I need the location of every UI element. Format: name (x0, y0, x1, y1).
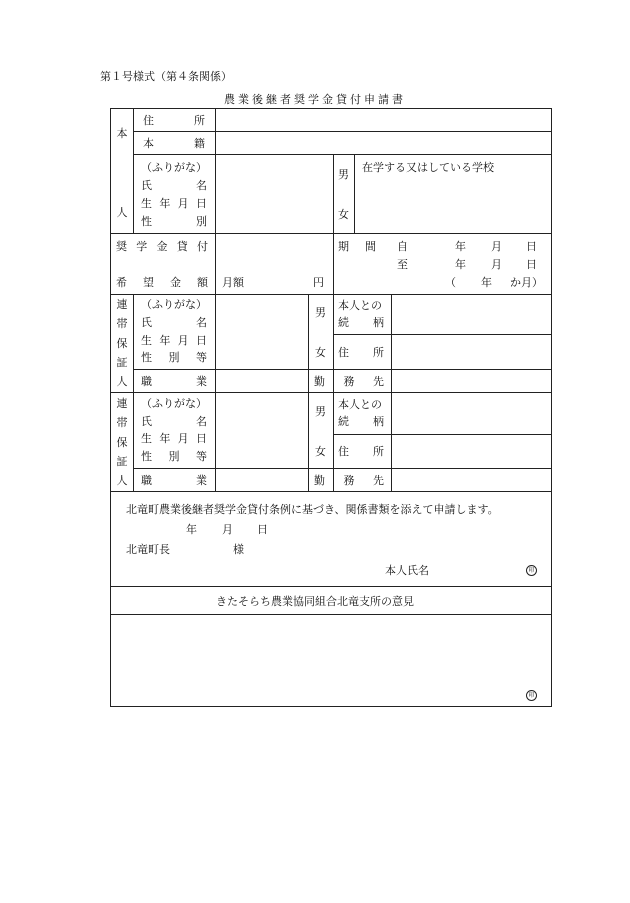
applicant-label-divider (215, 108, 216, 233)
loan-period-label: 期 間 (338, 240, 376, 253)
guarantor2-occupation-label: 職 業 (141, 474, 207, 487)
guarantor2-birthdate-label: 生 年 月 日 (141, 432, 207, 445)
guarantor1-birthdate-label: 生 年 月 日 (141, 334, 207, 347)
declaration-day: 日 (257, 523, 268, 536)
guarantor1-workplace-label: 勤 務 先 (314, 375, 384, 388)
declaration-addressee: 北竜町長 (126, 543, 170, 556)
form-title: 農業後継者奨学金貸付申請書 (224, 93, 406, 106)
guarantor1-occupation-label: 職 業 (141, 375, 207, 388)
guarantor1-relation-divider (391, 294, 392, 392)
guarantor1-gender-female: 女 (315, 346, 326, 359)
divider-declaration-opinion (110, 586, 552, 587)
applicant-school-label: 在学する又はしている学校 (362, 161, 494, 174)
applicant-gender-divider-right (354, 154, 355, 233)
divider-guarantor2-declaration (110, 491, 552, 492)
guarantor2-label-divider (215, 392, 216, 491)
guarantor2-relation-row-divider (333, 434, 552, 435)
loan-to-year: 年 (455, 258, 466, 271)
opinion-seal-mark: 印 (526, 690, 537, 701)
loan-period-from: 自 (397, 240, 408, 253)
divider-opinion-title (110, 614, 552, 615)
loan-from-day: 日 (526, 240, 537, 253)
applicant-furigana-label: （ふりがな） (141, 161, 207, 174)
guarantor1-relation-line1: 本人との (338, 299, 382, 312)
loan-label-line1: 奨 学 金 貸 付 (116, 240, 208, 253)
opinion-title: きたそらち農業協同組合北竜支所の意見 (216, 595, 414, 608)
guarantor1-occupation-row-divider (133, 369, 552, 370)
guarantor1-side-label: 連 帯 保 証 人 (116, 298, 128, 388)
loan-from-month: 月 (491, 240, 502, 253)
applicant-seal-mark: 印 (526, 565, 537, 576)
guarantor1-gender-label: 性 別 等 (141, 351, 207, 364)
applicant-gender-divider-left (333, 154, 334, 233)
divider-applicant-loan (110, 233, 552, 234)
declaration-month: 月 (222, 523, 233, 536)
guarantor2-gender-male: 男 (315, 405, 326, 418)
declaration-applicant-name-label: 本人氏名 (385, 564, 429, 577)
loan-label-divider (215, 233, 216, 294)
applicant-side-divider (133, 108, 134, 233)
declaration-year: 年 (186, 523, 197, 536)
divider-guarantor1-guarantor2 (110, 392, 552, 393)
guarantor2-workplace-label: 勤 務 先 (314, 474, 384, 487)
declaration-honorific: 様 (233, 543, 244, 556)
loan-duration-months: か月） (510, 276, 543, 289)
loan-monthly-label: 月額 (222, 276, 244, 289)
guarantor2-gender-divider-left (308, 392, 309, 491)
applicant-row-divider-1 (133, 131, 552, 132)
applicant-gender-label: 性 別 (141, 215, 207, 228)
applicant-row-divider-2 (133, 154, 552, 155)
guarantor2-side-divider (133, 392, 134, 491)
declaration-text: 北竜町農業後継者奨学金貸付条例に基づき、関係書類を添えて申請します。 (126, 503, 499, 516)
guarantor2-gender-label: 性 別 等 (141, 450, 207, 463)
guarantor1-label-divider (215, 294, 216, 392)
loan-to-day: 日 (526, 258, 537, 271)
applicant-birthdate-label: 生 年 月 日 (141, 197, 207, 210)
guarantor2-occupation-row-divider (133, 468, 552, 469)
applicant-address-label: 住 所 (143, 114, 205, 127)
guarantor1-side-divider (133, 294, 134, 392)
guarantor2-gender-female: 女 (315, 445, 326, 458)
guarantor2-side-label: 連 帯 保 証 人 (116, 397, 128, 487)
guarantor2-relation-line2: 続 柄 (338, 415, 384, 428)
guarantor1-gender-male: 男 (315, 306, 326, 319)
applicant-domicile-label: 本 籍 (143, 137, 205, 150)
guarantor1-relation-row-divider (333, 334, 552, 335)
guarantor2-relation-divider (391, 392, 392, 491)
guarantor2-address-label: 住 所 (338, 445, 384, 458)
form-number: 第１号様式（第４条関係） (100, 70, 232, 83)
applicant-gender-female: 女 (338, 208, 349, 221)
loan-label-line2: 希 望 金 額 (116, 276, 208, 289)
guarantor1-gender-divider-left (308, 294, 309, 392)
guarantor1-furigana-label: （ふりがな） (141, 298, 207, 311)
divider-loan-guarantor1 (110, 294, 552, 295)
loan-to-month: 月 (491, 258, 502, 271)
guarantor1-address-label: 住 所 (338, 346, 384, 359)
applicant-side-label: 本 人 (116, 127, 128, 219)
loan-duration-open: （ (445, 276, 456, 289)
applicant-gender-male: 男 (338, 168, 349, 181)
loan-period-divider (333, 233, 334, 294)
guarantor1-name-label: 氏 名 (141, 316, 207, 329)
guarantor2-name-label: 氏 名 (141, 415, 207, 428)
loan-duration-year: 年 (481, 276, 492, 289)
guarantor2-relation-line1: 本人との (338, 398, 382, 411)
loan-yen-unit: 円 (313, 276, 324, 289)
loan-period-to: 至 (397, 258, 408, 271)
applicant-name-label: 氏 名 (141, 179, 207, 192)
guarantor2-furigana-label: （ふりがな） (141, 397, 207, 410)
guarantor1-relation-line2: 続 柄 (338, 316, 384, 329)
loan-from-year: 年 (455, 240, 466, 253)
